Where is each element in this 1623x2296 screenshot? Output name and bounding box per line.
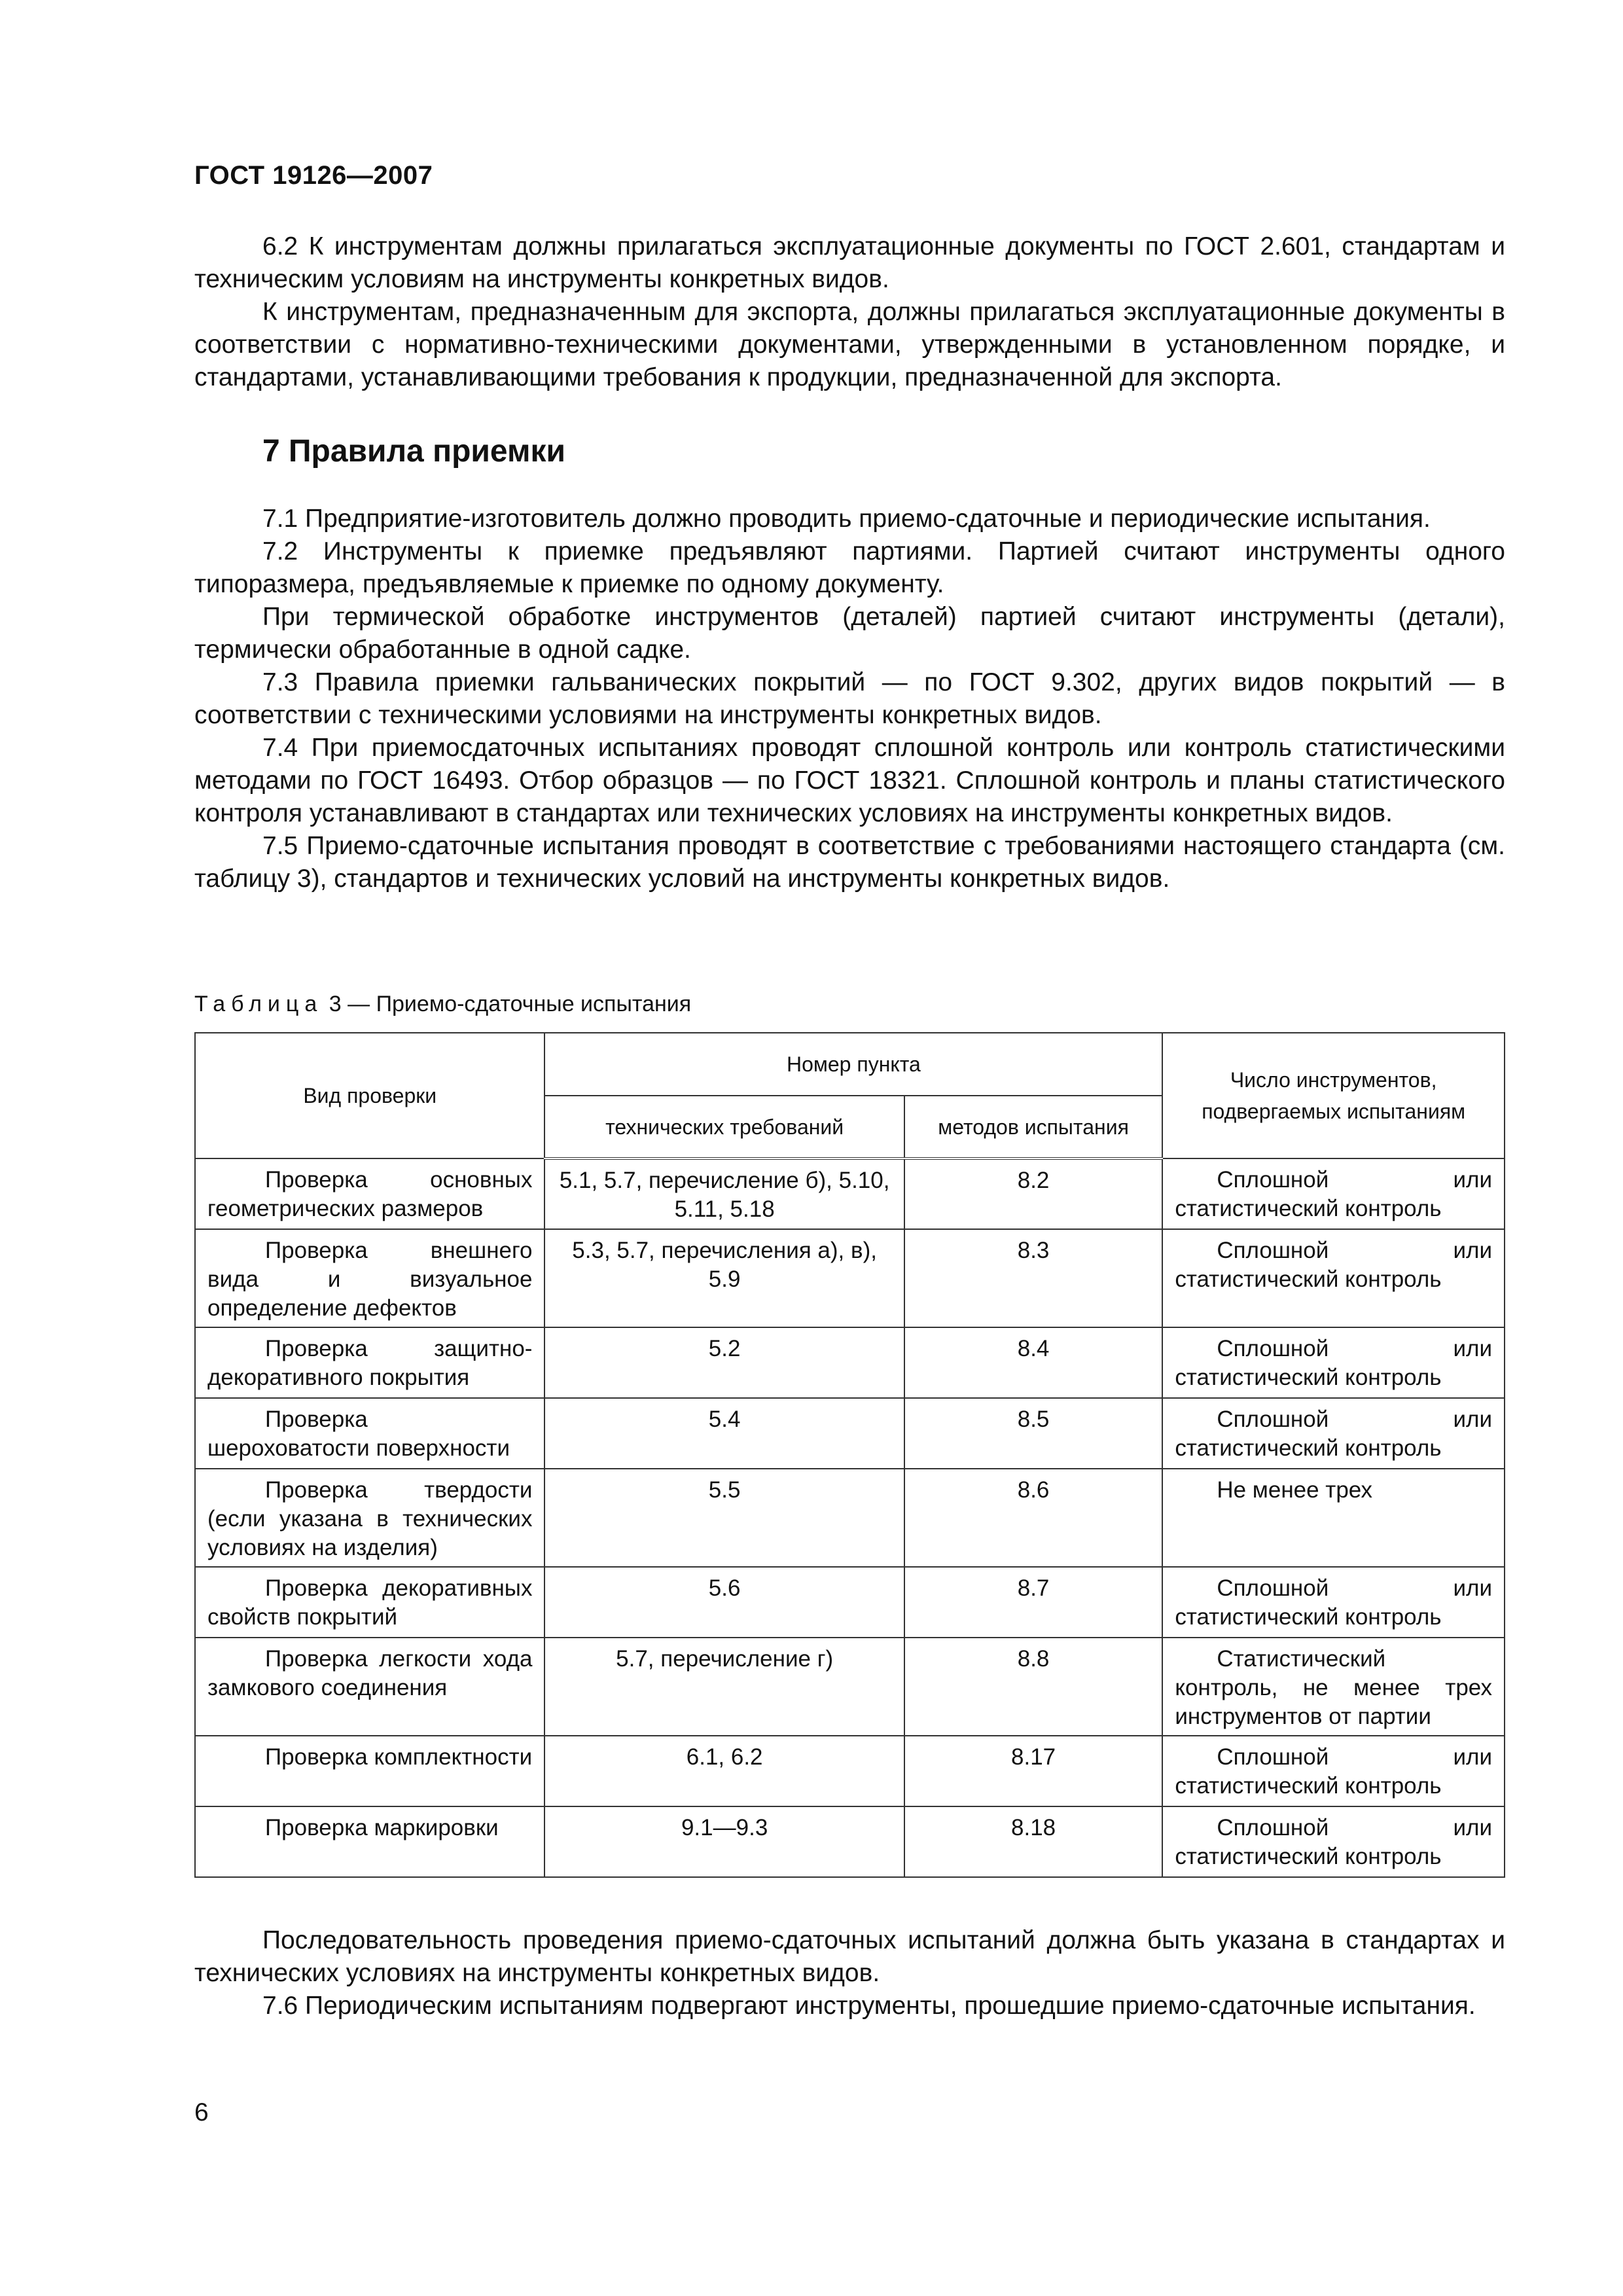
paragraph-7-2: 7.2 Инструменты к приемке предъявляют партиями. Партией считают инструменты одного типоразмера, предъявляемые к приемке по одному документу. — [194, 537, 1505, 598]
cell-count: Сплошной или статистический контроль — [1162, 1327, 1505, 1398]
cell-requirements: 5.2 — [544, 1327, 904, 1398]
cell-check: Проверка декоративных свойств покрытий — [195, 1567, 544, 1638]
cell-requirements: 9.1—9.3 — [544, 1806, 904, 1877]
table-row — [195, 1567, 1505, 1638]
page-number: 6 — [194, 2098, 209, 2126]
cell-count: Сплошной или статистический контроль — [1162, 1229, 1505, 1327]
table-caption-text: 3 — Приемо-сдаточные испытания — [329, 992, 692, 1016]
cell-check: Проверка шероховатости поверхности — [195, 1398, 544, 1469]
cell-count: Сплошной или статистический контроль — [1162, 1806, 1505, 1877]
paragraph-sequence: Последовательность проведения приемо-сдаточных испытаний должна быть указана в стандартах и технических условиях на инструменты конкретных видов. — [194, 1926, 1505, 1987]
cell-check: Проверка маркировки — [195, 1806, 544, 1877]
cell-method: 8.18 — [904, 1806, 1163, 1877]
table-row — [195, 1736, 1505, 1806]
cell-requirements: 6.1, 6.2 — [544, 1736, 904, 1806]
paragraph-7-4: 7.4 При приемосдаточных испытаниях проводят сплошной контроль или контроль статистическими методами по ГОСТ 16493. Отбор образцов — по ГОСТ 18321. Сплошной контроль и планы статистического контроля устанавливают в стандартах или технических условиях на инструменты конкретных видов. — [194, 734, 1505, 827]
header-clause-number: Номер пункта — [544, 1033, 1162, 1096]
cell-count: Сплошной или статистический контроль — [1162, 1398, 1505, 1469]
cell-method: 8.6 — [904, 1469, 1163, 1567]
cell-check: Проверка комплектности — [195, 1736, 544, 1806]
table-row — [195, 1158, 1505, 1229]
intro-paragraphs — [194, 230, 1505, 394]
closing-paragraphs — [194, 1924, 1505, 2022]
table-row — [195, 1806, 1505, 1877]
paragraph-6-2: 6.2 К инструментам должны прилагаться эксплуатационные документы по ГОСТ 2.601, стандартам и техническим условиям на инструменты конкретных видов. — [194, 232, 1505, 293]
table-row — [195, 1398, 1505, 1469]
cell-method: 8.2 — [904, 1158, 1163, 1229]
acceptance-tests-table — [194, 1032, 1505, 1878]
cell-check: Проверка легкости хода замкового соединения — [195, 1638, 544, 1736]
document-header: ГОСТ 19126—2007 — [194, 161, 433, 190]
paragraph-7-1: 7.1 Предприятие-изготовитель должно проводить приемо-сдаточные и периодические испытания. — [262, 505, 1431, 533]
cell-count: Сплошной или статистический контроль — [1162, 1158, 1505, 1229]
paragraph-7-6: 7.6 Периодическим испытаниям подвергают инструменты, прошедшие приемо-сдаточные испытания. — [262, 1992, 1476, 2020]
cell-requirements: 5.1, 5.7, перечисление б), 5.10, 5.11, 5.18 — [544, 1158, 904, 1229]
cell-count: Сплошной или статистический контроль — [1162, 1736, 1505, 1806]
cell-requirements: 5.6 — [544, 1567, 904, 1638]
cell-method: 8.5 — [904, 1398, 1163, 1469]
cell-requirements: 5.3, 5.7, перечисления а), в), 5.9 — [544, 1229, 904, 1327]
table-caption — [194, 992, 691, 1017]
header-instrument-count: Число инструментов, подвергаемых испытаниям — [1162, 1033, 1505, 1158]
cell-check: Проверка защитно-декоративного покрытия — [195, 1327, 544, 1398]
cell-method: 8.8 — [904, 1638, 1163, 1736]
table-row — [195, 1469, 1505, 1567]
cell-requirements: 5.4 — [544, 1398, 904, 1469]
cell-check: Проверка твердости (если указана в технических условиях на изделия) — [195, 1469, 544, 1567]
table-caption-label: Таблица — [194, 992, 323, 1016]
table-row — [195, 1327, 1505, 1398]
cell-method: 8.17 — [904, 1736, 1163, 1806]
cell-method: 8.4 — [904, 1327, 1163, 1398]
header-check-type: Вид проверки — [195, 1033, 544, 1158]
cell-check: Проверка внешнего вида и визуальное определение дефектов — [195, 1229, 544, 1327]
paragraph-7-5: 7.5 Приемо-сдаточные испытания проводят в соответствие с требованиями настоящего стандарта (см. таблицу 3), стандартов и технических условий на инструменты конкретных видов. — [194, 832, 1505, 893]
paragraph-7-3: 7.3 Правила приемки гальванических покрытий — по ГОСТ 9.302, других видов покрытий — в соответствии с техническими условиями на инструменты конкретных видов. — [194, 668, 1505, 729]
cell-count: Статистический контроль, не менее трех инструментов от партии — [1162, 1638, 1505, 1736]
section-title: 7 Правила приемки — [262, 434, 566, 469]
header-test-methods: методов испытания — [904, 1096, 1163, 1158]
cell-requirements: 5.7, перечисление г) — [544, 1638, 904, 1736]
table-row — [195, 1638, 1505, 1736]
cell-count: Сплошной или статистический контроль — [1162, 1567, 1505, 1638]
cell-check: Проверка основных геометрических размеров — [195, 1158, 544, 1229]
section-7-paragraphs — [194, 503, 1505, 895]
cell-count: Не менее трех — [1162, 1469, 1505, 1567]
header-tech-requirements: технических требований — [544, 1096, 904, 1158]
paragraph-export-docs: К инструментам, предназначенным для экспорта, должны прилагаться эксплуатационные документы в соответствии с нормативно-техническими документами, утвержденными в установленном порядке, и стандартами, устанавливающими требования к продукции, предназначенной для экспорта. — [194, 298, 1505, 391]
cell-requirements: 5.5 — [544, 1469, 904, 1567]
table-row — [195, 1229, 1505, 1327]
cell-method: 8.7 — [904, 1567, 1163, 1638]
paragraph-heat-treatment: При термической обработке инструментов (деталей) партией считают инструменты (детали), термически обработанные в одной садке. — [194, 603, 1505, 664]
cell-method: 8.3 — [904, 1229, 1163, 1327]
